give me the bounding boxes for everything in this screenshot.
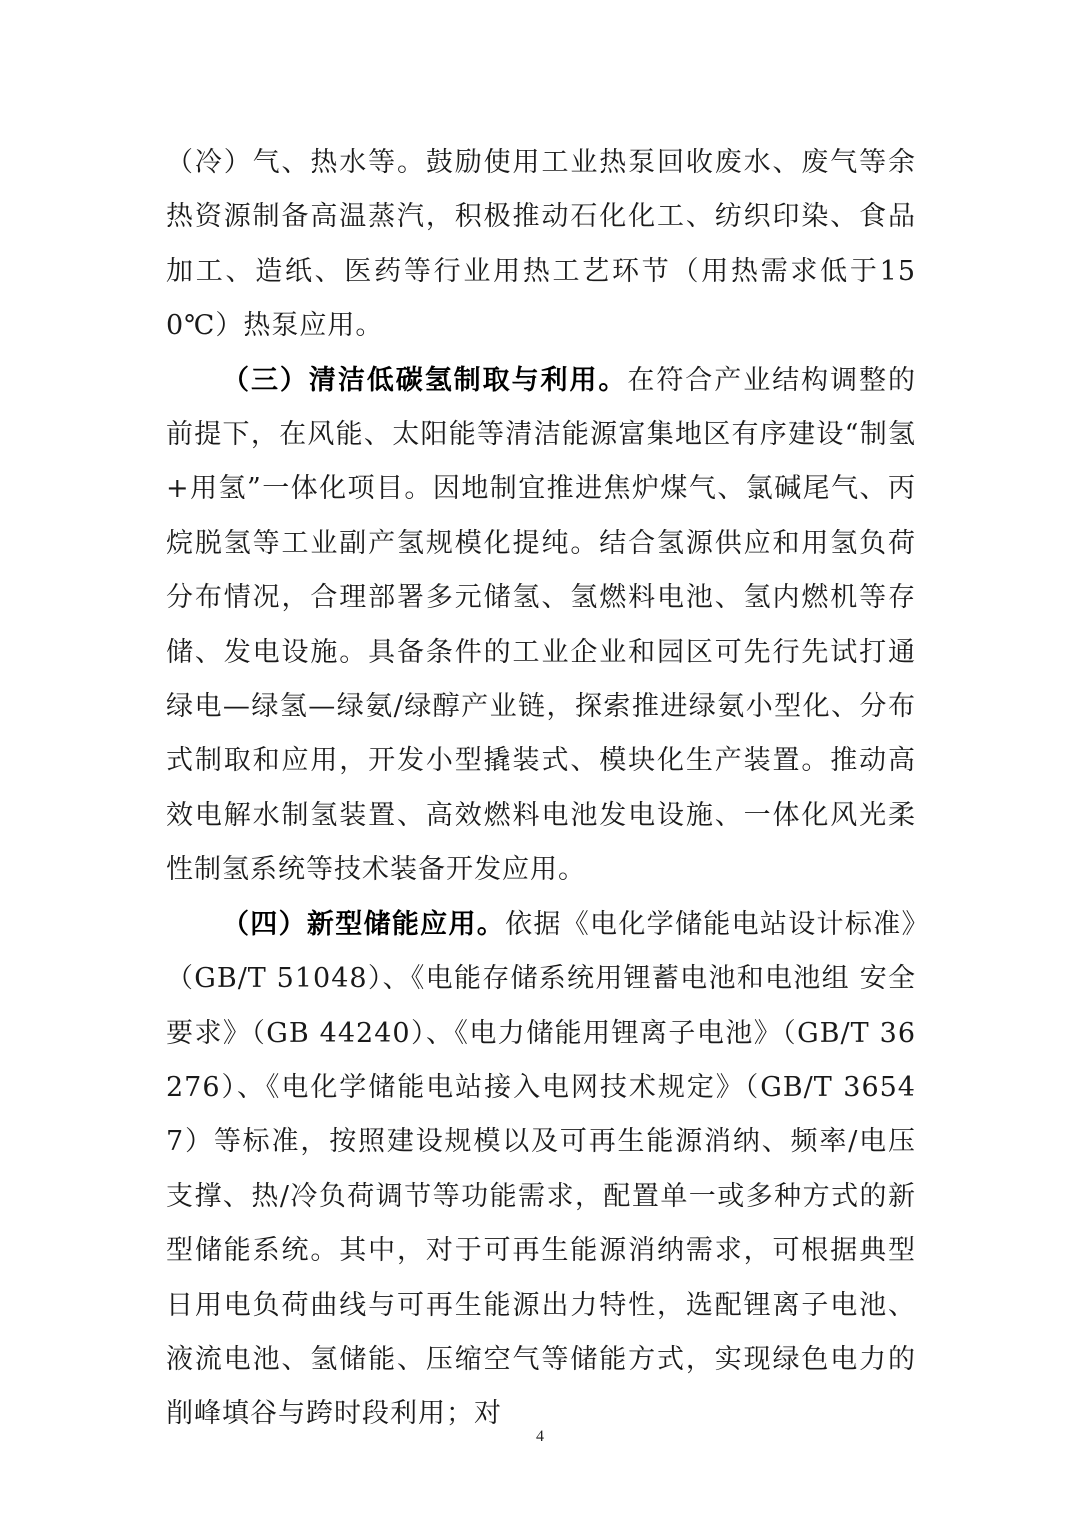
paragraph-text: 在符合产业结构调整的前提下，在风能、太阳能等清洁能源富集地区有序建设“制氢+用氢”一体化项目。因地制宜推进焦炉煤气、氯碱尾气、丙烷脱氢等工业副产氢规模化提纯。结合氢源供应和用氢负荷分布情况，合理部署多元储氢、氢燃料电池、氢内燃机等存储、发电设施。具备条件的工业企业和园区可先行先试打通绿电—绿氢—绿氨/绿醇产业链，探索推进绿氨小型化、分布式制取和应用，开发小型撬装式、模块化生产装置。推动高效电解水制氢装置、高效燃料电池发电设施、一体化风光柔性制氢系统等技术装备开发应用。 <box>166 364 916 886</box>
paragraph-continued <box>166 136 916 354</box>
page-number: 4 <box>536 1428 544 1445</box>
paragraph-section-3 <box>166 354 916 898</box>
paragraph-text: （冷）气、热水等。鼓励使用工业热泵回收废水、废气等余热资源制备高温蒸汽，积极推动石化化工、纺织印染、食品加工、造纸、医药等行业用热工艺环节（用热需求低于150℃）热泵应用。 <box>166 147 916 342</box>
section-heading: （四）新型储能应用。 <box>222 908 506 940</box>
document-body <box>166 136 916 1442</box>
paragraph-text: 依据《电化学储能电站设计标准》（GB/T 51048）、《电能存储系统用锂蓄电池和电池组 安全要求》（GB 44240）、《电力储能用锂离子电池》（GB/T 36276）、《电化学储能电站接入电网技术规定》（GB/T 36547）等标准，按照建设规模以及可再生能源消纳、频率/电压支撑、热/冷负荷调节等功能需求，配置单一或多种方式的新型储能系统。其中，对于可再生能源消纳需求，可根据典型日用电负荷曲线与可再生能源出力特性，选配锂离子电池、液流电池、氢储能、压缩空气等储能方式，实现绿色电力的削峰填谷与跨时段利用；对 <box>166 908 916 1430</box>
section-heading: （三）清洁低碳氢制取与利用。 <box>222 364 628 396</box>
paragraph-section-4 <box>166 898 916 1442</box>
